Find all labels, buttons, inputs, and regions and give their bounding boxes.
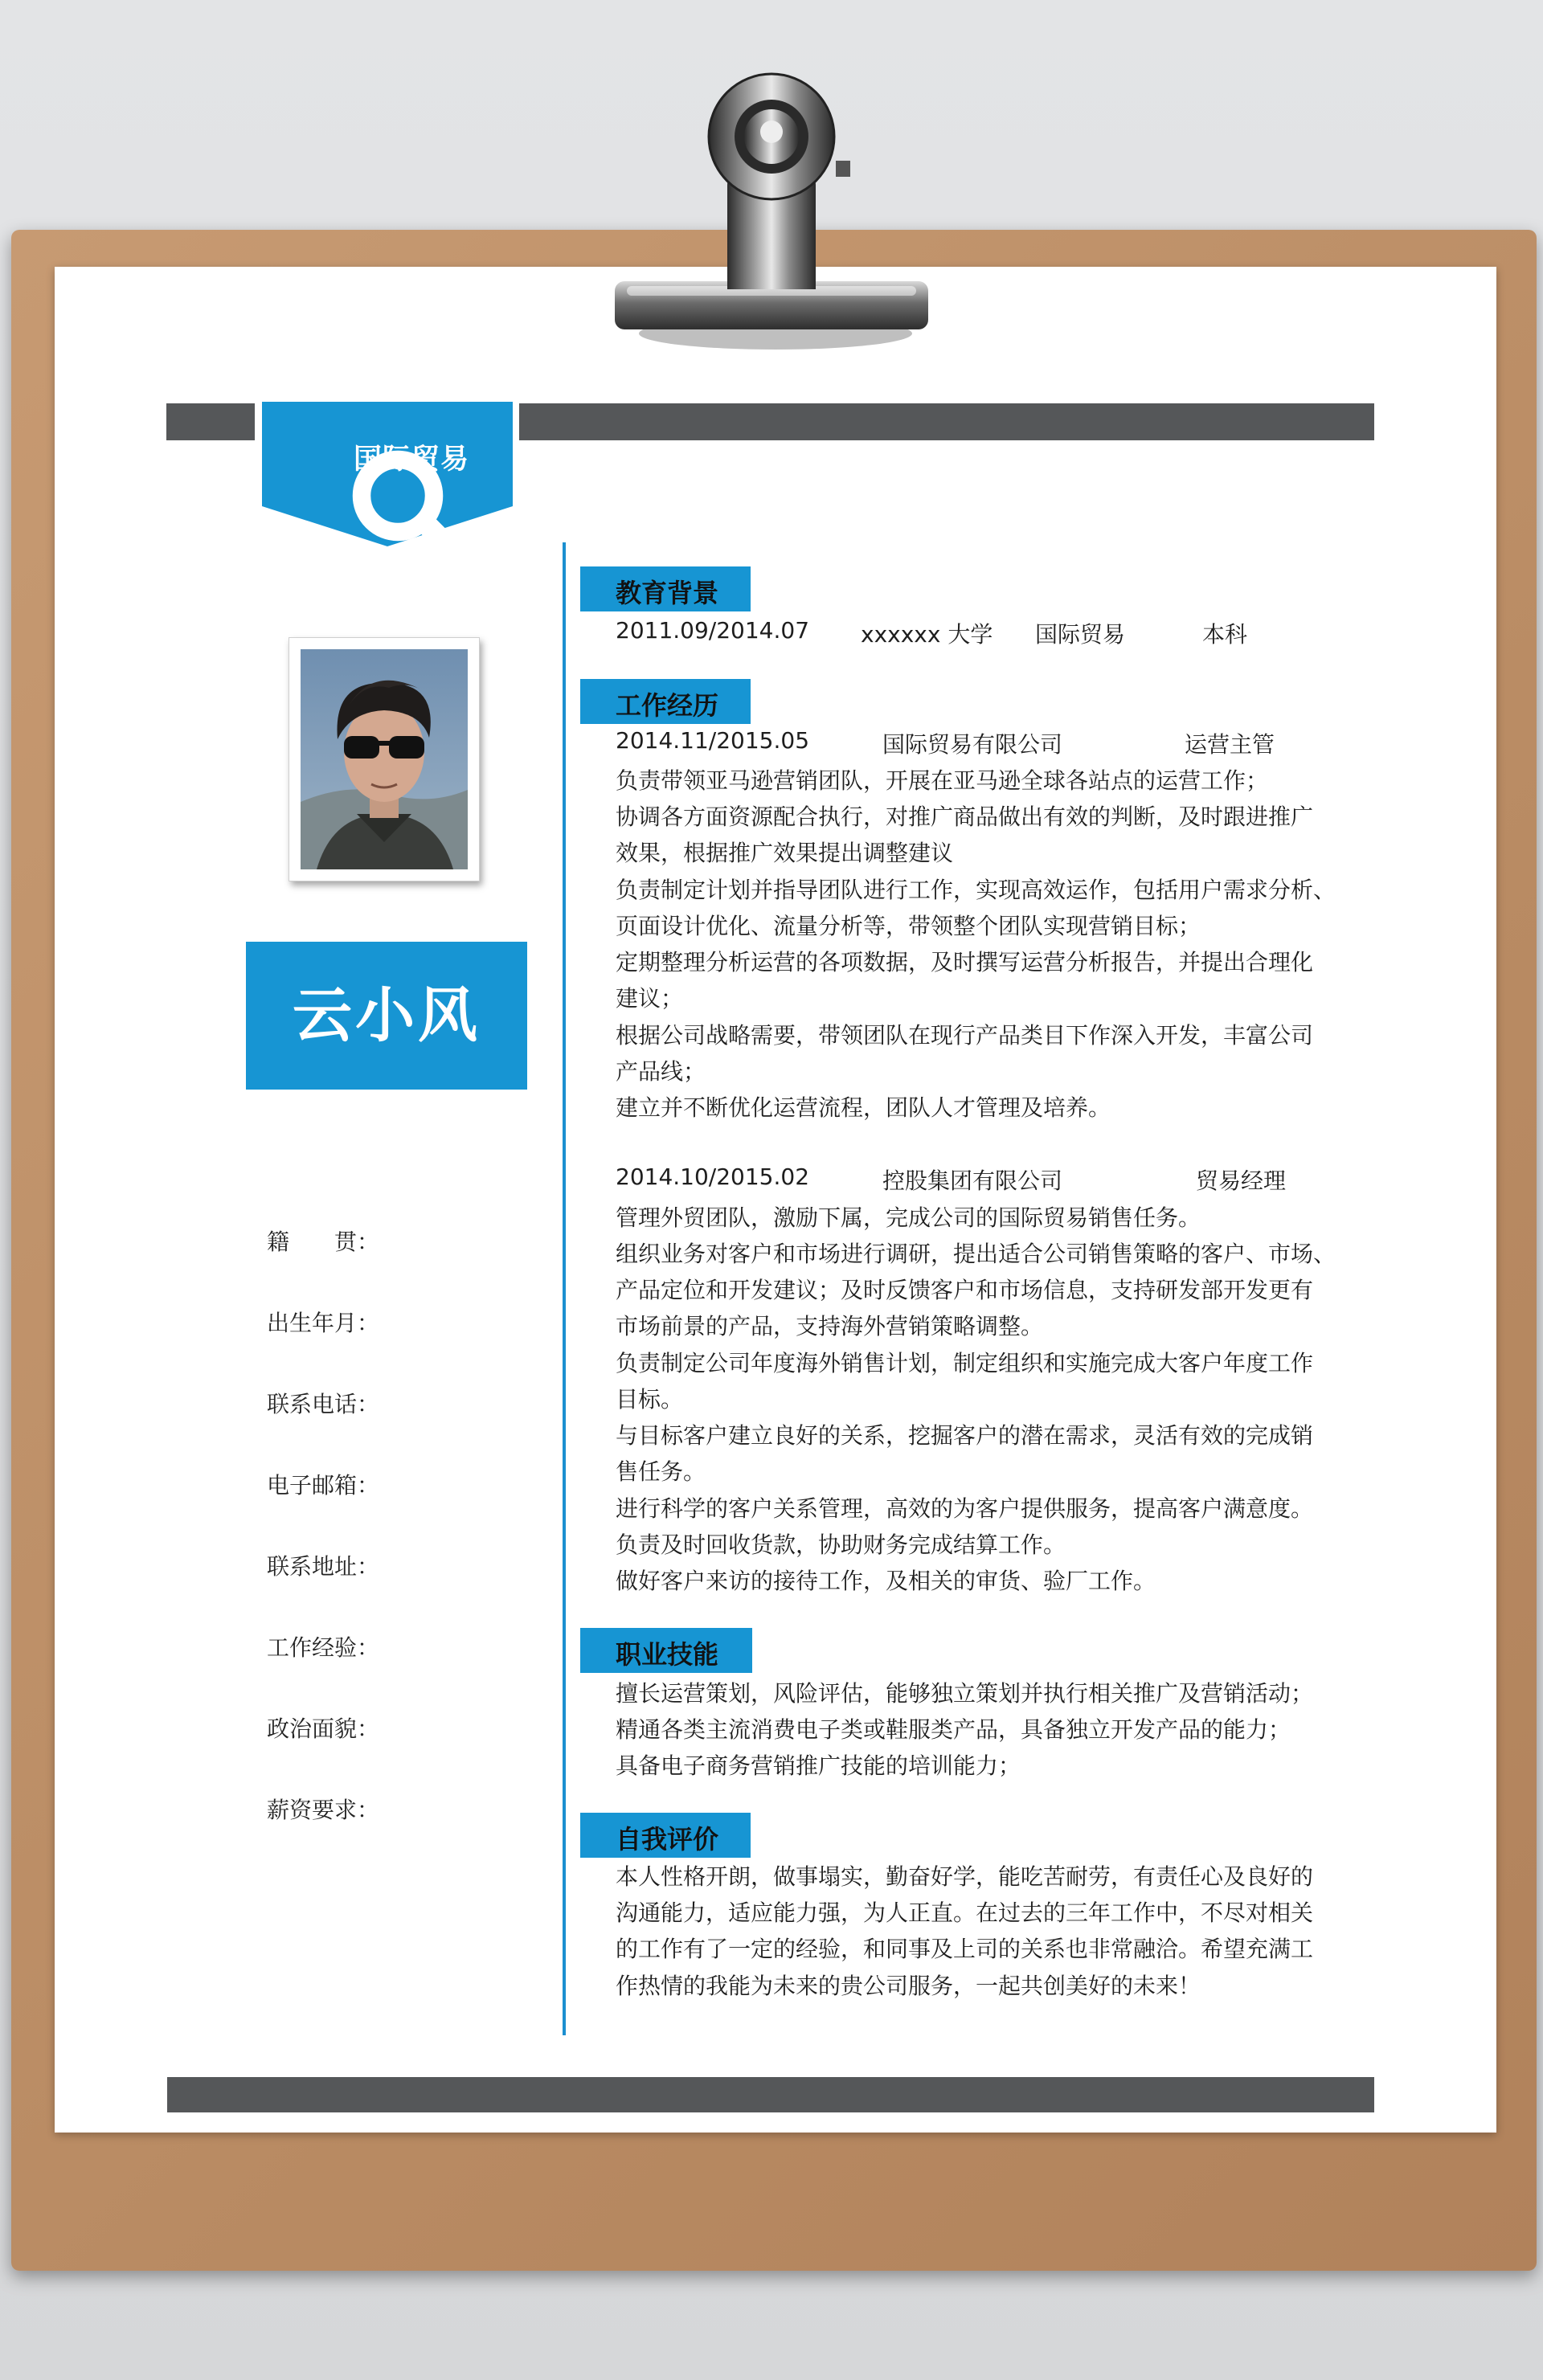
- education-period: 2011.09/2014.07: [616, 617, 810, 644]
- section-title: 教育背景: [616, 578, 719, 608]
- job-line: 管理外贸团队，激励下属，完成公司的国际贸易销售任务。: [616, 1204, 1201, 1231]
- self-eval-line: 本人性格开朗，做事塌实，勤奋好学，能吃苦耐劳，有责任心及良好的: [616, 1863, 1314, 1890]
- job-line: 负责制定计划并指导团队进行工作，实现高效运作，包括用户需求分析、: [616, 877, 1336, 903]
- candidate-name: 云小风: [293, 981, 481, 1050]
- job-line: 目标。: [616, 1386, 684, 1413]
- info-label-phone: 联系电话：: [267, 1391, 380, 1417]
- job-line: 负责及时回收货款，协助财务完成结算工作。: [616, 1531, 1066, 1558]
- job-line: 负责带领亚马逊营销团队，开展在亚马逊全球各站点的运营工作；: [616, 767, 1269, 794]
- job-line: 负责制定公司年度海外销售计划，制定组织和实施完成大客户年度工作: [616, 1350, 1314, 1376]
- info-label-political: 政治面貌：: [267, 1715, 380, 1742]
- self-eval-line: 沟通能力，适应能力强，为人正直。在过去的三年工作中，不尽对相关: [616, 1900, 1314, 1926]
- info-label-hometown: 籍 贯：: [267, 1229, 380, 1255]
- info-label-email: 电子邮箱：: [267, 1472, 380, 1499]
- section-title: 工作经历: [616, 690, 719, 721]
- job-line: 做好客户来访的接待工作，及相关的审货、验厂工作。: [616, 1568, 1156, 1594]
- info-label-birth: 出生年月：: [267, 1310, 380, 1336]
- info-label-address: 联系地址：: [267, 1553, 380, 1580]
- job-position: 运营主管: [1185, 731, 1275, 758]
- job-line: 效果，根据推广效果提出调整建议: [616, 840, 954, 866]
- job-line: 组织业务对客户和市场进行调研，提出适合公司销售策略的客户、市场、: [616, 1241, 1336, 1267]
- column-divider: [563, 542, 566, 2035]
- job-line: 页面设计优化、流量分析等，带领整个团队实现营销目标；: [616, 913, 1201, 939]
- section-title: 自我评价: [616, 1824, 719, 1855]
- avatar: [301, 649, 468, 869]
- job-line: 与目标客户建立良好的关系，挖掘客户的潜在需求，灵活有效的完成销: [616, 1422, 1314, 1449]
- job-tag: [262, 402, 513, 546]
- resume-paper: [55, 267, 1496, 2133]
- self-eval-line: 的工作有了一定的经验，和同事及上司的关系也非常融洽。希望充满工: [616, 1936, 1314, 1962]
- info-label-experience: 工作经验：: [267, 1634, 380, 1661]
- education-degree: 本科: [1202, 621, 1248, 648]
- skill-line: 精通各类主流消费电子类或鞋服类产品，具备独立开发产品的能力；: [616, 1716, 1291, 1743]
- self-eval-line: 作热情的我能为未来的贵公司服务，一起共创美好的未来！: [616, 1973, 1201, 1999]
- name-box: [246, 942, 527, 1090]
- section-header-work: [580, 679, 751, 724]
- job-line: 产品定位和开发建议；及时反馈客户和市场信息，支持研发部开发更有: [616, 1277, 1314, 1303]
- job-period: 2014.11/2015.05: [616, 727, 810, 754]
- job-line: 进行科学的客户关系管理，高效的为客户提供服务，提高客户满意度。: [616, 1495, 1314, 1522]
- job-position: 贸易经理: [1196, 1168, 1287, 1194]
- education-major: 国际贸易: [1035, 621, 1126, 648]
- header-bar-right: [519, 403, 1374, 440]
- job-line: 产品线；: [616, 1058, 706, 1085]
- job-line: 售任务。: [616, 1458, 706, 1485]
- job-company: 国际贸易有限公司: [882, 731, 1063, 758]
- footer-bar: [167, 2077, 1374, 2112]
- job-company: 控股集团有限公司: [882, 1168, 1063, 1194]
- job-line: 市场前景的产品，支持海外营销策略调整。: [616, 1313, 1044, 1339]
- section-header-self-eval: [580, 1813, 751, 1858]
- tag-label: 国际贸易: [354, 444, 470, 476]
- job-line: 建议；: [616, 985, 684, 1012]
- section-title: 职业技能: [616, 1639, 719, 1670]
- skill-line: 擅长运营策划，风险评估，能够独立策划并执行相关推广及营销活动；: [616, 1680, 1314, 1707]
- job-line: 定期整理分析运营的各项数据，及时撰写运营分析报告，并提出合理化: [616, 949, 1314, 975]
- skill-line: 具备电子商务营销推广技能的培训能力；: [616, 1752, 1021, 1779]
- job-line: 建立并不断优化运营流程，团队人才管理及培养。: [616, 1094, 1111, 1121]
- job-line: 协调各方面资源配合执行，对推广商品做出有效的判断，及时跟进推广: [616, 804, 1314, 830]
- search-icon: [284, 436, 323, 474]
- binder-clip-icon: [563, 48, 964, 370]
- section-header-education: [580, 566, 751, 611]
- section-header-skills: [580, 1628, 752, 1673]
- profile-photo-frame: [289, 637, 480, 881]
- header-bar-left: [166, 403, 255, 440]
- education-school: xxxxxx 大学: [861, 621, 993, 648]
- info-label-salary: 薪资要求：: [267, 1797, 380, 1823]
- job-period: 2014.10/2015.02: [616, 1163, 810, 1190]
- job-line: 根据公司战略需要，带领团队在现行产品类目下作深入开发，丰富公司: [616, 1022, 1314, 1049]
